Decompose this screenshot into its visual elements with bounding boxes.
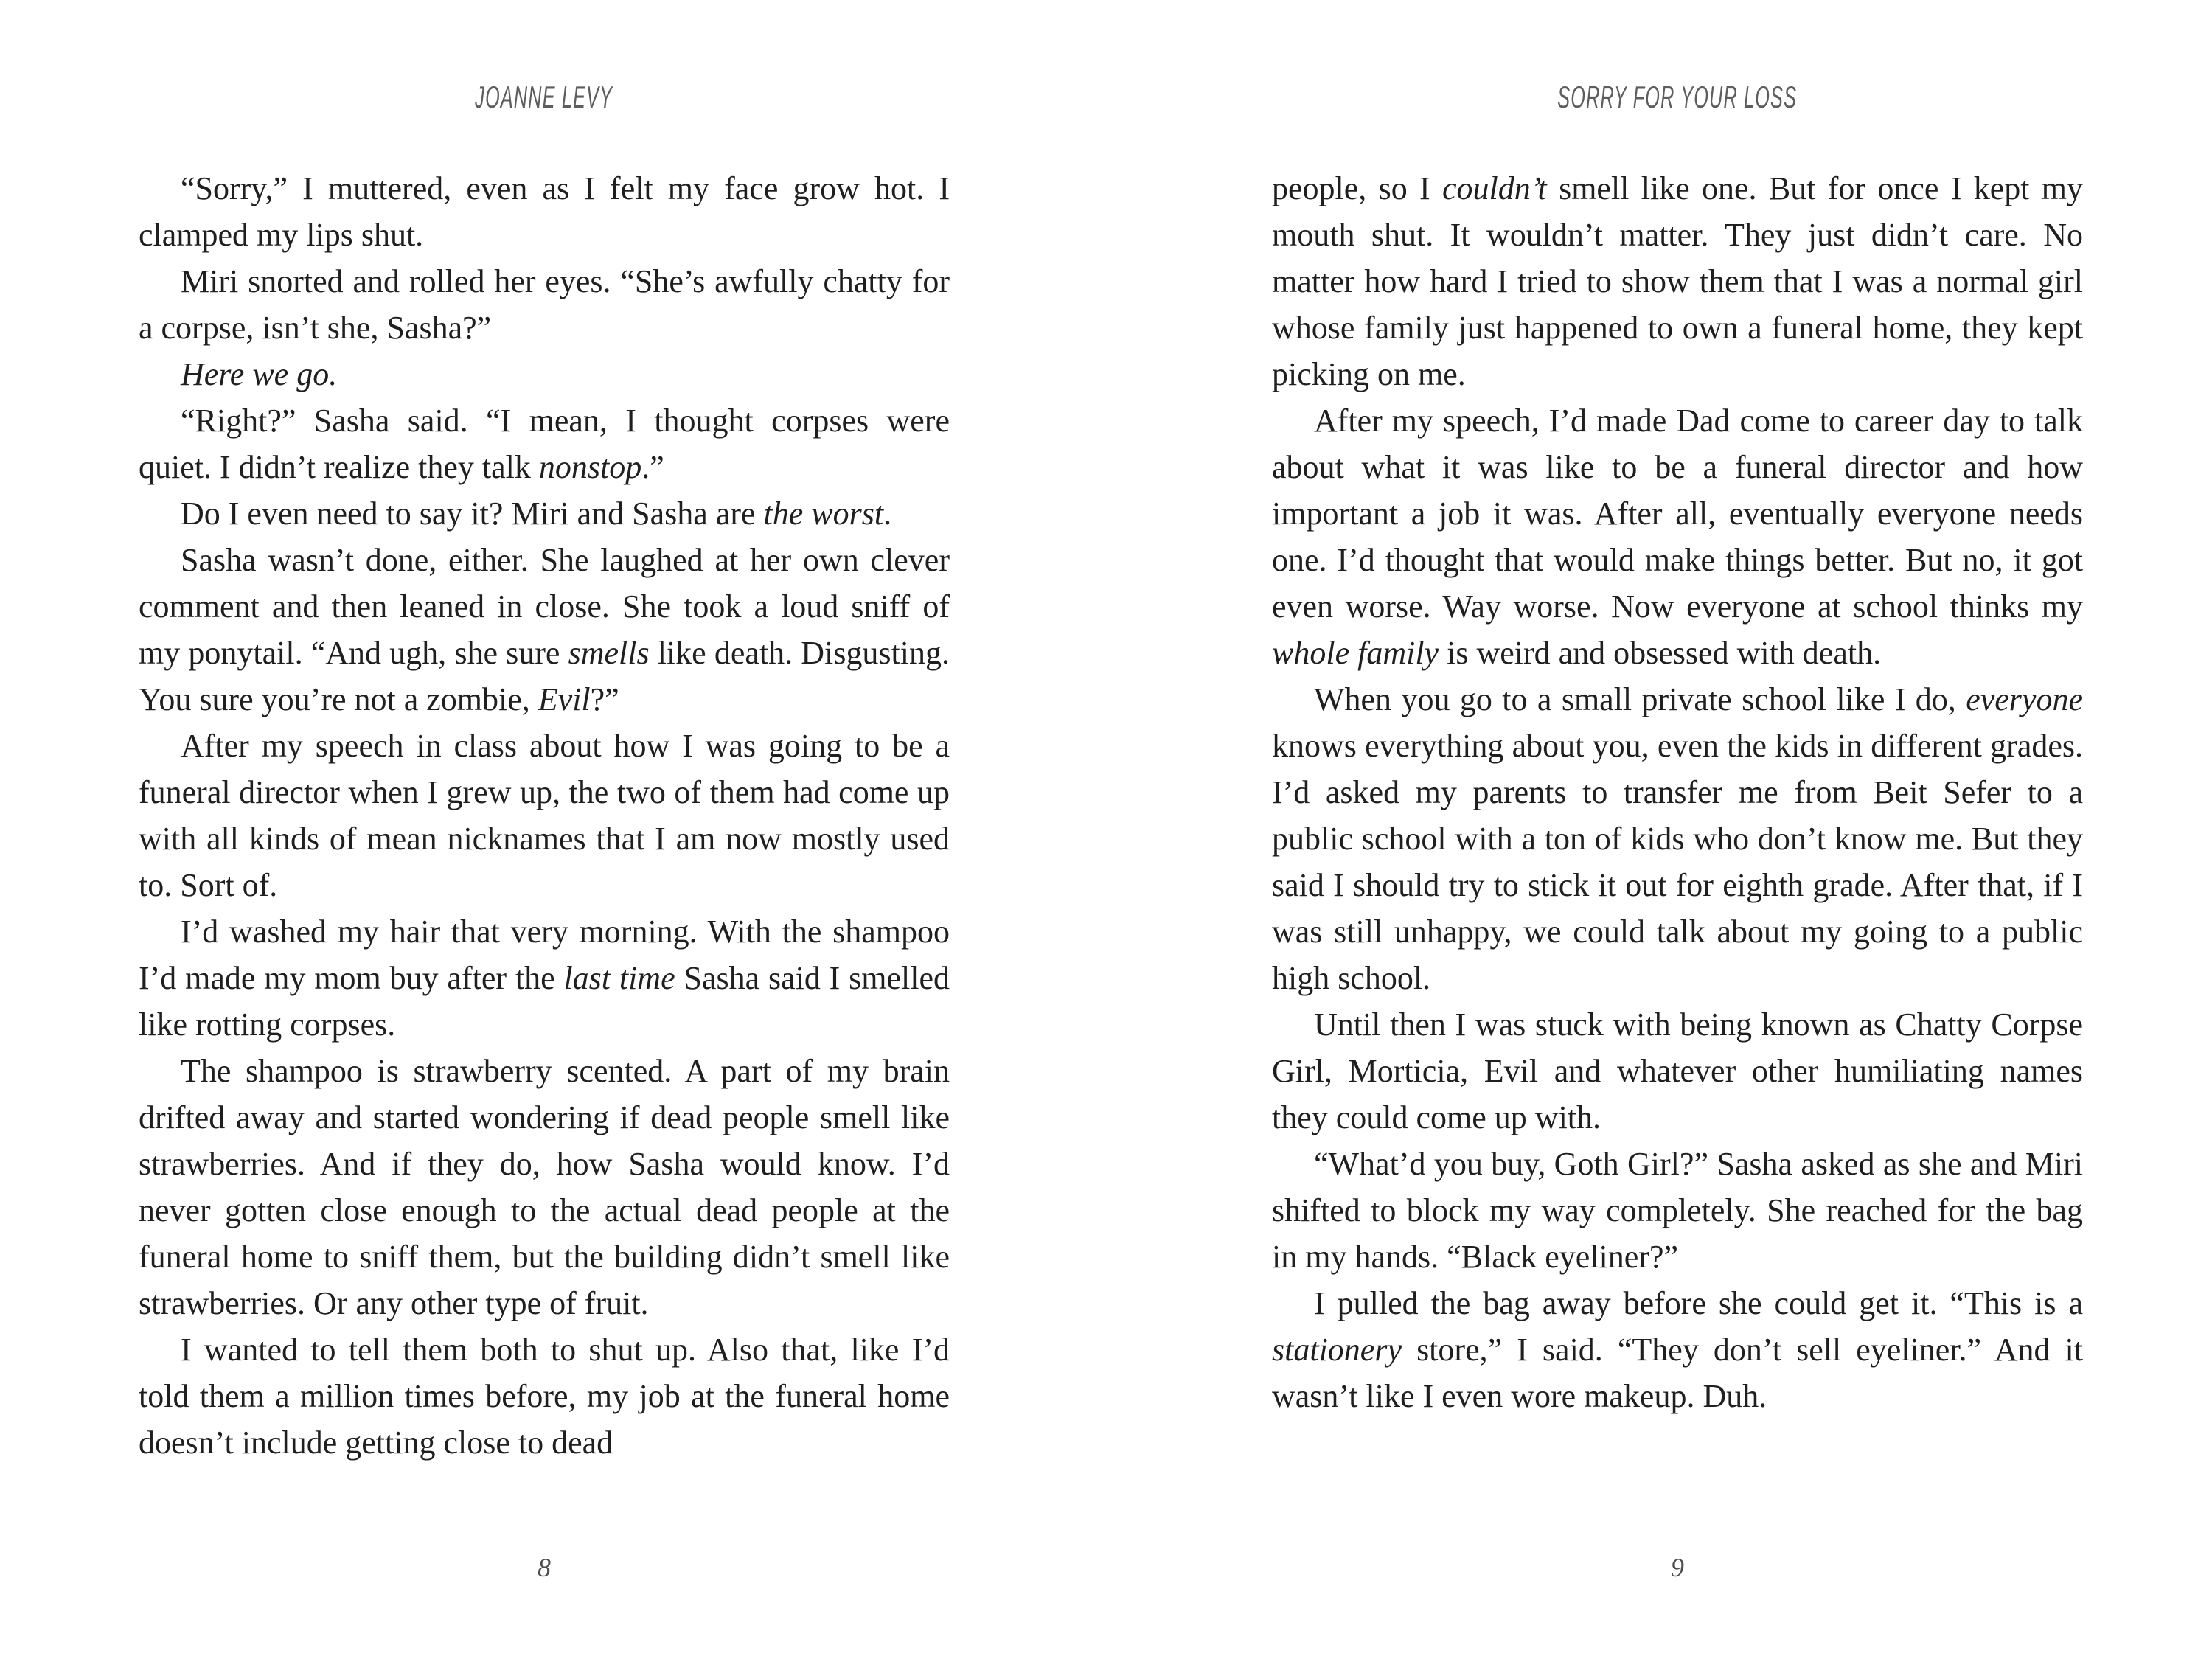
paragraph (139, 1326, 950, 1466)
text-run: store,” I said. “They don’t sell eyeliner.” And it wasn’t like I even wore makeup. Duh. (1272, 1332, 2083, 1414)
book-title-header: SORRY FOR YOUR LOSS (1557, 80, 1798, 114)
italic-text-run: Evil (538, 681, 591, 717)
paragraph (139, 351, 950, 397)
paragraph (139, 908, 950, 1048)
italic-text-run: the worst (763, 495, 884, 532)
text-run: smell like one. But for once I kept my mouth shut. It wouldn’t matter. They just didn’t care. No matter how hard I tried to show them that I was a normal girl whose family just happened to own a funeral home, they kept picking on me. (1272, 170, 2083, 392)
paragraph (139, 490, 950, 537)
text-run: Sasha wasn’t done, either. She laughed at her own clever comment and then leaned in close. She took a loud sniff of my ponytail. “And ugh, she sure (139, 542, 950, 671)
text-run: “Right?” Sasha said. “I mean, I thought corpses were quiet. I didn’t realize they talk (139, 403, 950, 485)
text-run: like death. Disgusting. You sure you’re not a zombie, (139, 635, 950, 717)
page-number-left: 8 (538, 1553, 551, 1582)
text-run: .” (641, 449, 664, 485)
text-run: is weird and obsessed with death. (1439, 635, 1882, 671)
text-run: ?” (590, 681, 619, 717)
text-run: Until then I was stuck with being known as Chatty Corpse Girl, Morticia, Evil and whatever other humiliating names they could come up with. (1272, 1006, 2083, 1135)
text-run: When you go to a small private school like I do, (1314, 681, 1966, 717)
paragraph (1272, 1141, 2083, 1280)
text-run: I wanted to tell them both to shut up. Also that, like I’d told them a million times before, my job at the funeral home doesn’t include getting close to dead (139, 1332, 950, 1461)
text-run: I’d washed my hair that very morning. With the shampoo I’d made my mom buy after the (139, 914, 950, 996)
paragraph (139, 397, 950, 490)
italic-text-run: smells (568, 635, 650, 671)
italic-text-run: couldn’t (1442, 170, 1547, 206)
text-run: knows everything about you, even the kids in different grades. I’d asked my parents to transfer me from Beit Sefer to a public school with a ton of kids who don’t know me. But they said I should try to stick it out for eighth grade. After that, if I was still unhappy, we could talk about my going to a public high school. (1272, 728, 2083, 996)
running-header-left (139, 80, 950, 115)
text-run: I pulled the bag away before she could get it. “This is a (1314, 1285, 2083, 1321)
page-right (1106, 0, 2212, 1659)
italic-text-run: everyone (1966, 681, 2083, 717)
italic-text-run: whole family (1272, 635, 1439, 671)
page-left-body-text (139, 165, 950, 1466)
text-run: . (883, 495, 892, 532)
page-right-body-text (1272, 165, 2083, 1419)
text-run: After my speech, I’d made Dad come to career day to talk about what it was like to be a funeral director and how important a job it was. After all, eventually everyone needs one. I’d thought that would make things better. But no, it got even worse. Way worse. Now everyone at school thinks my (1272, 403, 2083, 625)
text-run: people, so I (1272, 170, 1442, 206)
paragraph (1272, 165, 2083, 397)
italic-text-run: Here we go. (181, 356, 338, 392)
page-number-right: 9 (1671, 1553, 1684, 1582)
text-run: “What’d you buy, Goth Girl?” Sasha asked as she and Miri shifted to block my way completely. She reached for the bag in my hands. “Black eyeliner?” (1272, 1146, 2083, 1275)
text-run: The shampoo is strawberry scented. A part of my brain drifted away and started wondering if dead people smell like strawberries. And if they do, how Sasha would know. I’d never gotten close enough to the actual dead people at the funeral home to sniff them, but the building didn’t smell like strawberries. Or any other type of fruit. (139, 1053, 950, 1321)
italic-text-run: stationery (1272, 1332, 1402, 1368)
paragraph (139, 165, 950, 258)
text-run: After my speech in class about how I was going to be a funeral director when I grew up, the two of them had come up with all kinds of mean nicknames that I am now mostly used to. Sort of. (139, 728, 950, 903)
text-run: “Sorry,” I muttered, even as I felt my face grow hot. I clamped my lips shut. (139, 170, 950, 253)
paragraph (139, 258, 950, 351)
text-run: Do I even need to say it? Miri and Sasha are (181, 495, 764, 532)
text-run: Miri snorted and rolled her eyes. “She’s awfully chatty for a corpse, isn’t she, Sasha?” (139, 263, 950, 346)
paragraph (139, 1048, 950, 1326)
paragraph (1272, 1280, 2083, 1419)
text-run: Sasha said I smelled like rotting corpses. (139, 960, 950, 1043)
italic-text-run: nonstop (538, 449, 642, 485)
paragraph (139, 537, 950, 723)
italic-text-run: last time (563, 960, 675, 996)
paragraph (1272, 397, 2083, 676)
paragraph (1272, 676, 2083, 1001)
paragraph (139, 723, 950, 908)
author-name-header: JOANNE LEVY (475, 80, 613, 114)
paragraph (1272, 1001, 2083, 1141)
running-header-right (1272, 80, 2083, 115)
